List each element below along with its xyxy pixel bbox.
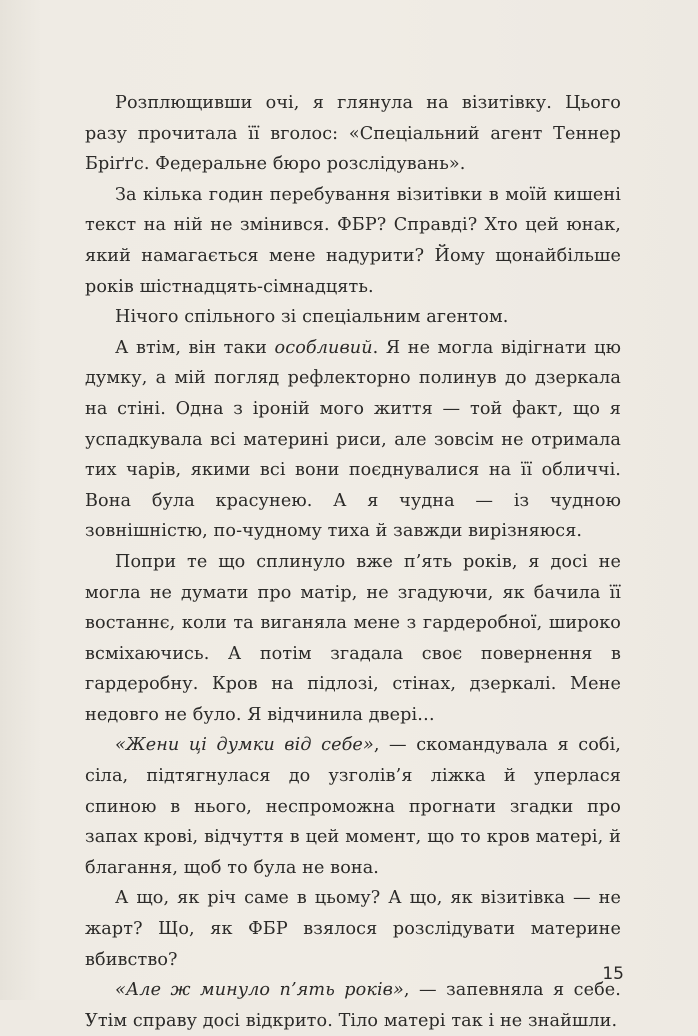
italic-thought: «Жени ці думки від себе» (115, 735, 374, 756)
paragraph-1: Розплющивши очі, я глянула на візитівку. Цього разу прочитала її вголос: «Спеціальний агент Теннер Бріґґс. Федеральне бюро розслідувань». (85, 93, 621, 175)
paragraph-8: «Але ж минуло п’ять років», — запевняла я себе. Утім справу досі відкрито. Тіло матері так і не знайшли. (85, 980, 621, 1031)
body-text (85, 88, 621, 1036)
paragraph-4: А втім, він таки особливий. Я не могла відігнати цю думку, а мій погляд рефлекторно полинув до дзеркала на стіні. Одна з іроній мого життя — той факт, що я успадкувала всі материні риси, але зовсім не отримала тих чарів, якими всі вони поєднувалися на її обличчі. Вона була красунею. А я чудна — із чудною зовнішністю, по-чудному тиха й завжди вирізняюся. (85, 337, 621, 542)
paragraph-6: «Жени ці думки від себе», — скомандувала я собі, сіла, підтягнулася до узголів’я ліжка й уперлася спиною в нього, неспроможна прогнати згадки про запах крові, відчуття в цей момент, що то кров матері, й благання, щоб то була не вона. (85, 735, 622, 878)
paragraph-3: Нічого спільного зі спеціальним агентом. (115, 307, 509, 328)
italic-emphasis: особливий (274, 337, 373, 358)
paragraph-5: Попри те що сплинуло вже п’ять років, я досі не могла не думати про матір, не згадуючи, як бачила її востаннє, коли та виганяла мене з гардеробної, широко всміхаючись. А потім згадала своє повернення в гардеробну. Кров на підлозі, стінах, дзеркалі. Мене недовго не було. Я відчинила двері… (85, 551, 621, 725)
page-number: 15 (602, 964, 624, 984)
italic-thought: «Але ж минуло п’ять років» (115, 980, 404, 1001)
paragraph-2: За кілька годин перебування візитівки в моїй кишені текст на ній не змінився. ФБР? Справді? Хто цей юнак, який намагається мене надурити? Йому щонайбільше років шістнадцять-сімнадцять. (85, 184, 621, 297)
paragraph-7: А що, як річ саме в цьому? А що, як візитівка — не жарт? Що, як ФБР взялося розслідувати материне вбивство? (85, 888, 621, 970)
